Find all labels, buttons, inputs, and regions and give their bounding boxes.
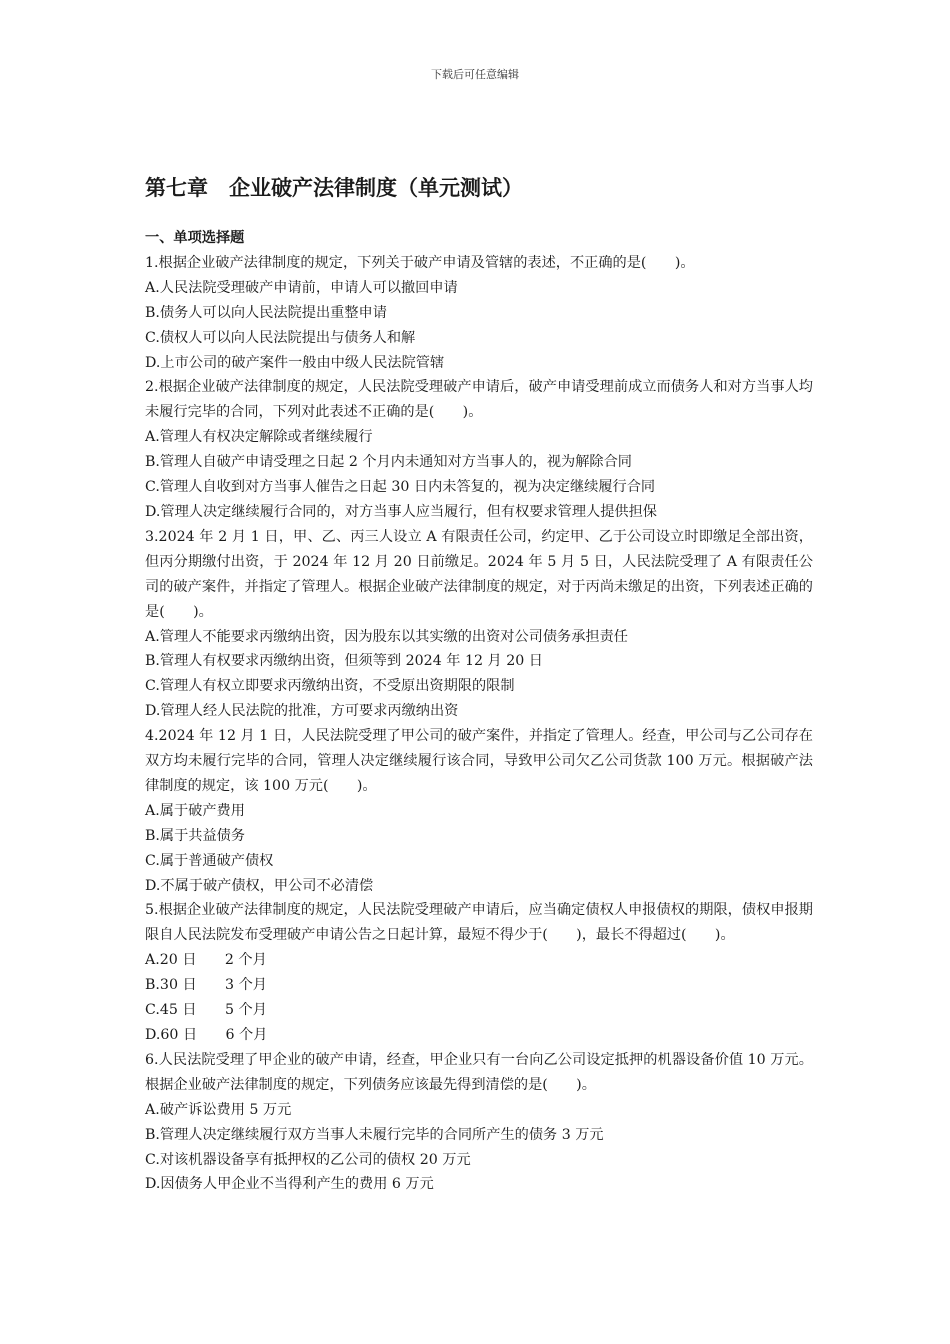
option-a: A.人民法院受理破产申请前，申请人可以撤回申请 <box>145 279 458 296</box>
question-6 <box>145 1048 813 1197</box>
option-a: A.管理人不能要求丙缴纳出资，因为股东以其实缴的出资对公司债务承担责任 <box>145 628 628 645</box>
option-d: D.因债务人甲企业不当得利产生的费用 6 万元 <box>145 1176 434 1193</box>
option-b: B.管理人有权要求丙缴纳出资，但须等到 2024 年 12 月 20 日 <box>145 653 543 670</box>
option-b: B.债务人可以向人民法院提出重整申请 <box>145 304 387 321</box>
option-a: A.20 日 2 个月 <box>145 952 267 969</box>
option-b: B.属于共益债务 <box>145 827 246 844</box>
option-c: C.对该机器设备享有抵押权的乙公司的债权 20 万元 <box>145 1151 471 1168</box>
question-stem: 6.人民法院受理了甲企业的破产申请，经查，甲企业只有一台向乙公司设定抵押的机器设备价值 10 万元。根据企业破产法律制度的规定，下列债务应该最先得到清偿的是( )。 <box>145 1051 813 1093</box>
option-d: D.上市公司的破产案件一般由中级人民法院管辖 <box>145 354 445 371</box>
option-d: D.60 日 6 个月 <box>145 1027 268 1043</box>
page-header: 下载后可任意编辑 <box>431 68 519 81</box>
option-d: D.不属于破产债权，甲公司不必清偿 <box>145 877 374 894</box>
option-c: C.管理人有权立即要求丙缴纳出资，不受原出资期限的限制 <box>145 678 515 695</box>
section-heading: 一、单项选择题 <box>145 230 245 246</box>
question-3 <box>145 525 813 724</box>
question-4 <box>145 724 813 898</box>
question-stem: 1.根据企业破产法律制度的规定，下列关于破产申请及管辖的表述，不正确的是( )。 <box>145 254 695 271</box>
option-c: C.债权人可以向人民法院提出与债务人和解 <box>145 329 416 346</box>
question-1 <box>145 251 813 376</box>
option-a: A.破产诉讼费用 5 万元 <box>145 1101 292 1118</box>
question-stem: 5.根据企业破产法律制度的规定，人民法院受理破产申请后，应当确定债权人申报债权的期限，债权申报期限自人民法院发布受理破产申请公告之日起计算，最短不得少于( )，最长不得超过( )。 <box>145 902 813 944</box>
option-a: A.属于破产费用 <box>145 802 245 819</box>
question-2 <box>145 375 813 524</box>
option-b: B.管理人决定继续履行双方当事人未履行完毕的合同所产生的债务 3 万元 <box>145 1126 604 1143</box>
option-d: D.管理人经人民法院的批准，方可要求丙缴纳出资 <box>145 703 459 720</box>
question-5 <box>145 898 813 1047</box>
option-c: C.管理人自收到对方当事人催告之日起 30 日内未答复的，视为决定继续履行合同 <box>145 479 656 496</box>
option-d: D.管理人决定继续履行合同的，对方当事人应当履行，但有权要求管理人提供担保 <box>145 503 657 520</box>
option-a: A.管理人有权决定解除或者继续履行 <box>145 429 373 446</box>
option-b: B.管理人自破产申请受理之日起 2 个月内未通知对方当事人的，视为解除合同 <box>145 454 632 471</box>
question-stem: 2.根据企业破产法律制度的规定，人民法院受理破产申请后，破产申请受理前成立而债务人和对方当事人均未履行完毕的合同，下列对此表述不正确的是( )。 <box>145 379 813 421</box>
document-body <box>145 226 813 1197</box>
option-c: C.属于普通破产债权 <box>145 852 274 869</box>
option-c: C.45 日 5 个月 <box>145 1002 267 1019</box>
option-b: B.30 日 3 个月 <box>145 977 267 994</box>
document-title: 第七章 企业破产法律制度（单元测试） <box>145 176 523 200</box>
question-stem: 3.2024 年 2 月 1 日，甲、乙、丙三人设立 A 有限责任公司，约定甲、乙于公司设立时即缴足全部出资，但丙分期缴付出资，于 2024 年 12 月 20 日前缴足。2024 年 5 月 5 日，人民法院受理了 A 有限责任公司的破产案件，并指定了管理人。根据企业破产法律制度的规定，对于丙尚未缴足的出资，下列表述正确的是( )。 <box>145 528 813 620</box>
question-stem: 4.2024 年 12 月 1 日，人民法院受理了甲公司的破产案件，并指定了管理人。经查，甲公司与乙公司存在双方均未履行完毕的合同，管理人决定继续履行该合同，导致甲公司欠乙公司货款 100 万元。根据破产法律制度的规定，该 100 万元( )。 <box>145 728 813 794</box>
